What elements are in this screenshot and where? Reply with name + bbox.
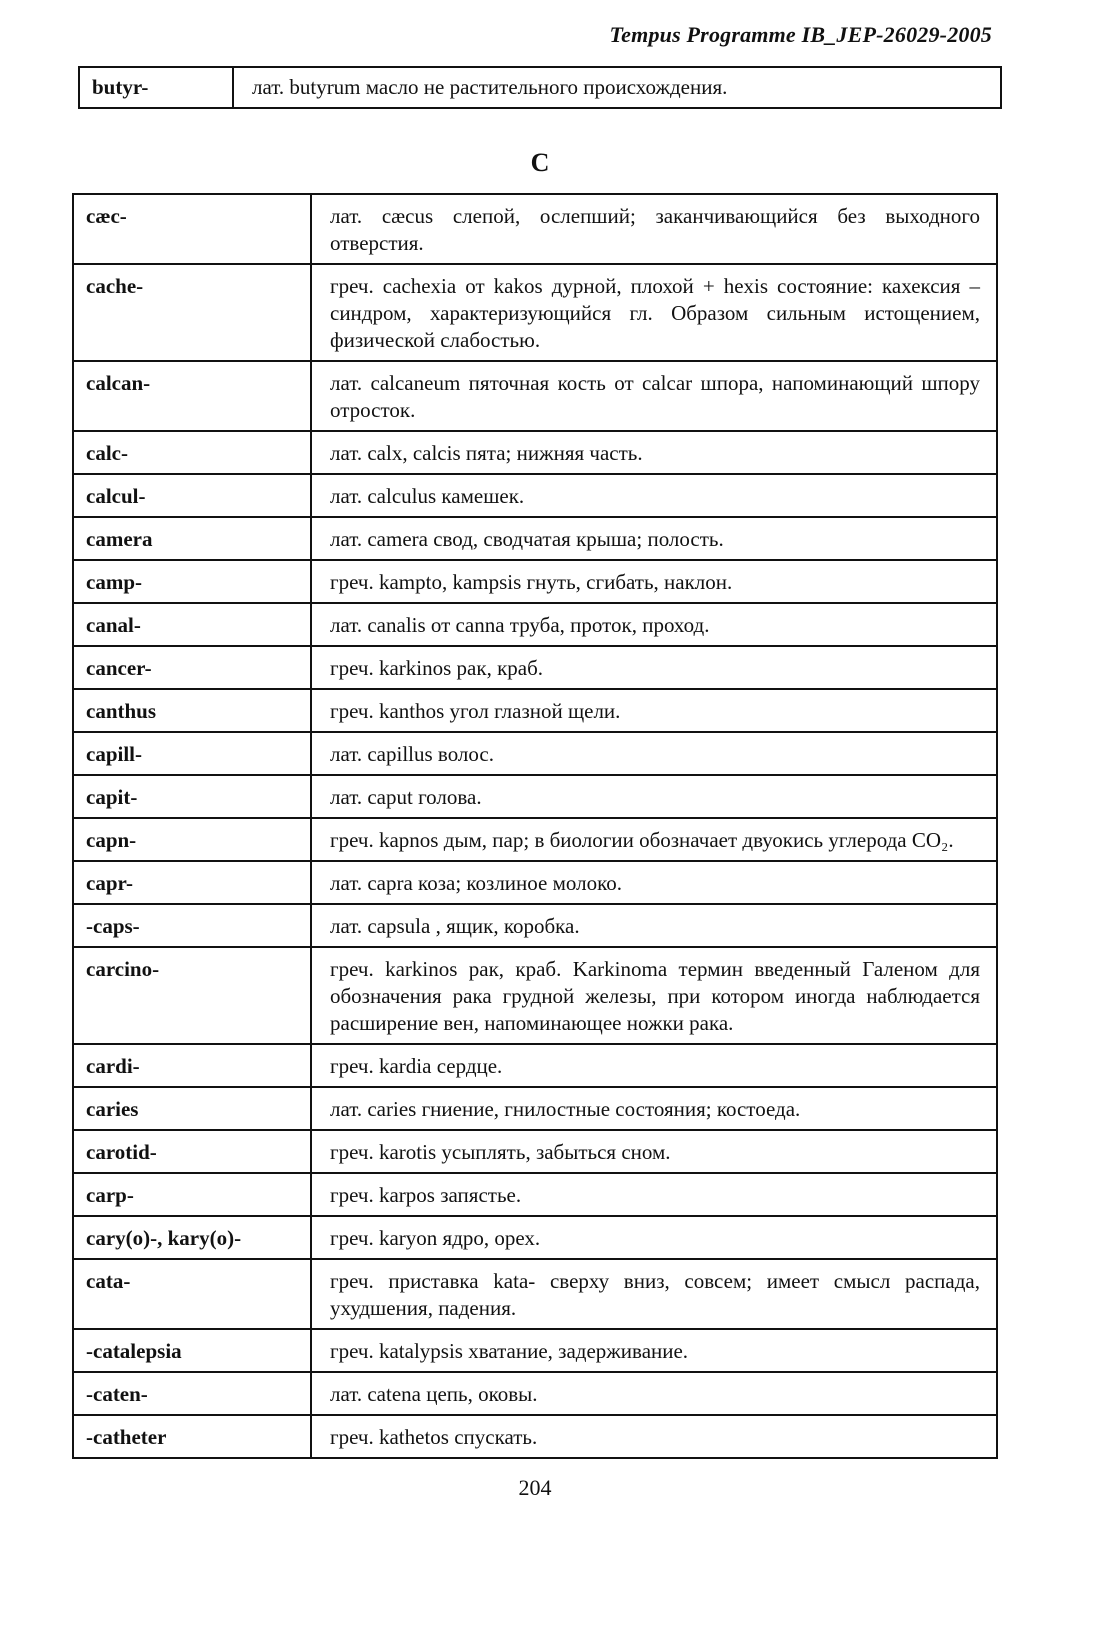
table-row: [73, 474, 997, 517]
table-row: [73, 947, 997, 1044]
entry-term: butyr-: [79, 67, 233, 108]
entry-definition: греч. karyon ядро, орех.: [311, 1216, 997, 1259]
entry-definition: греч. kanthos угол глазной щели.: [311, 689, 997, 732]
entry-definition: греч. приставка kata- сверху вниз, совсем; имеет смысл распада, ухудшения, падения.: [311, 1259, 997, 1329]
entry-term: capit-: [73, 775, 311, 818]
entry-definition: греч. karkinos рак, краб.: [311, 646, 997, 689]
table-row: [73, 1372, 997, 1415]
table-row: [73, 431, 997, 474]
entry-term: camp-: [73, 560, 311, 603]
entry-definition: греч. karotis усыплять, забыться сном.: [311, 1130, 997, 1173]
entry-definition: лат. caries гниение, гнилостные состояния; костоеда.: [311, 1087, 997, 1130]
table-row: [73, 361, 997, 431]
entry-definition: греч. kampto, kampsis гнуть, сгибать, наклон.: [311, 560, 997, 603]
entry-term: -caten-: [73, 1372, 311, 1415]
entry-definition: греч. cachexia от kakos дурной, плохой + hexis состояние: кахексия – синдром, характеризующийся гл. Образом сильным истощением, физической слабостью.: [311, 264, 997, 361]
entry-term: -catalepsia: [73, 1329, 311, 1372]
entry-term: cardi-: [73, 1044, 311, 1087]
entry-term: carp-: [73, 1173, 311, 1216]
entry-term: capill-: [73, 732, 311, 775]
entry-term: cache-: [73, 264, 311, 361]
table-row: [73, 560, 997, 603]
glossary-table: [72, 193, 998, 1459]
entry-definition: лат. cæcus слепой, ослепший; заканчивающийся без выходного отверстия.: [311, 194, 997, 264]
entry-definition: лат. calx, calcis пята; нижняя часть.: [311, 431, 997, 474]
entry-definition: греч. karkinos рак, краб. Karkinoma термин введенный Галеном для обозначения рака грудной железы, при котором иногда наблюдается расширение вен, напоминающее ножки рака.: [311, 947, 997, 1044]
table-row: [73, 1259, 997, 1329]
continuation-table: [78, 66, 1002, 109]
entry-term: canal-: [73, 603, 311, 646]
table-row: [73, 1130, 997, 1173]
entry-definition: лат. camera свод, сводчатая крыша; полость.: [311, 517, 997, 560]
entry-term: -catheter: [73, 1415, 311, 1458]
entry-definition: лат. capra коза; козлиное молоко.: [311, 861, 997, 904]
entry-definition: лат. capsula , ящик, коробка.: [311, 904, 997, 947]
table-row: [73, 194, 997, 264]
entry-definition: лат. caput голова.: [311, 775, 997, 818]
entry-term: cæc-: [73, 194, 311, 264]
entry-definition: лат. canalis от canna труба, проток, проход.: [311, 603, 997, 646]
entry-term: camera: [73, 517, 311, 560]
table-row: [73, 1044, 997, 1087]
entry-term: cancer-: [73, 646, 311, 689]
entry-definition: греч. katalypsis хватание, задерживание.: [311, 1329, 997, 1372]
entry-definition: греч. kapnos дым, пар; в биологии обозначает двуокись углерода CO₂.: [311, 818, 997, 861]
table-row: [79, 67, 1001, 108]
entry-definition: греч. kathetos спускать.: [311, 1415, 997, 1458]
table-row: [73, 689, 997, 732]
table-row: [73, 1329, 997, 1372]
entry-definition: лат. capillus волос.: [311, 732, 997, 775]
entry-definition: лат. catena цепь, оковы.: [311, 1372, 997, 1415]
entry-term: cata-: [73, 1259, 311, 1329]
table-row: [73, 603, 997, 646]
entry-term: capn-: [73, 818, 311, 861]
entry-definition: греч. karpos запястье.: [311, 1173, 997, 1216]
table-row: [73, 1415, 997, 1458]
section-letter: C: [530, 148, 550, 177]
entry-term: carcino-: [73, 947, 311, 1044]
table-row: [73, 904, 997, 947]
table-row: [73, 1087, 997, 1130]
table-row: [73, 517, 997, 560]
entry-term: calcul-: [73, 474, 311, 517]
entry-term: cary(o)-, kary(o)-: [73, 1216, 311, 1259]
entry-definition: лат. calculus камешек.: [311, 474, 997, 517]
table-row: [73, 264, 997, 361]
entry-term: carotid-: [73, 1130, 311, 1173]
table-row: [73, 1216, 997, 1259]
entry-term: calc-: [73, 431, 311, 474]
table-row: [73, 1173, 997, 1216]
running-header: Tempus Programme IB_JEP-26029-2005: [609, 22, 992, 47]
entry-term: caries: [73, 1087, 311, 1130]
entry-term: canthus: [73, 689, 311, 732]
table-row: [73, 861, 997, 904]
entry-term: calcan-: [73, 361, 311, 431]
entry-term: -caps-: [73, 904, 311, 947]
table-row: [73, 646, 997, 689]
entry-term: capr-: [73, 861, 311, 904]
table-row: [73, 818, 997, 861]
table-row: [73, 732, 997, 775]
entry-definition: лат. butyrum масло не растительного происхождения.: [233, 67, 1001, 108]
page-number: 204: [518, 1475, 552, 1500]
entry-definition: греч. kardia сердце.: [311, 1044, 997, 1087]
table-row: [73, 775, 997, 818]
entry-definition: лат. calcaneum пяточная кость от calcar шпора, напоминающий шпору отросток.: [311, 361, 997, 431]
